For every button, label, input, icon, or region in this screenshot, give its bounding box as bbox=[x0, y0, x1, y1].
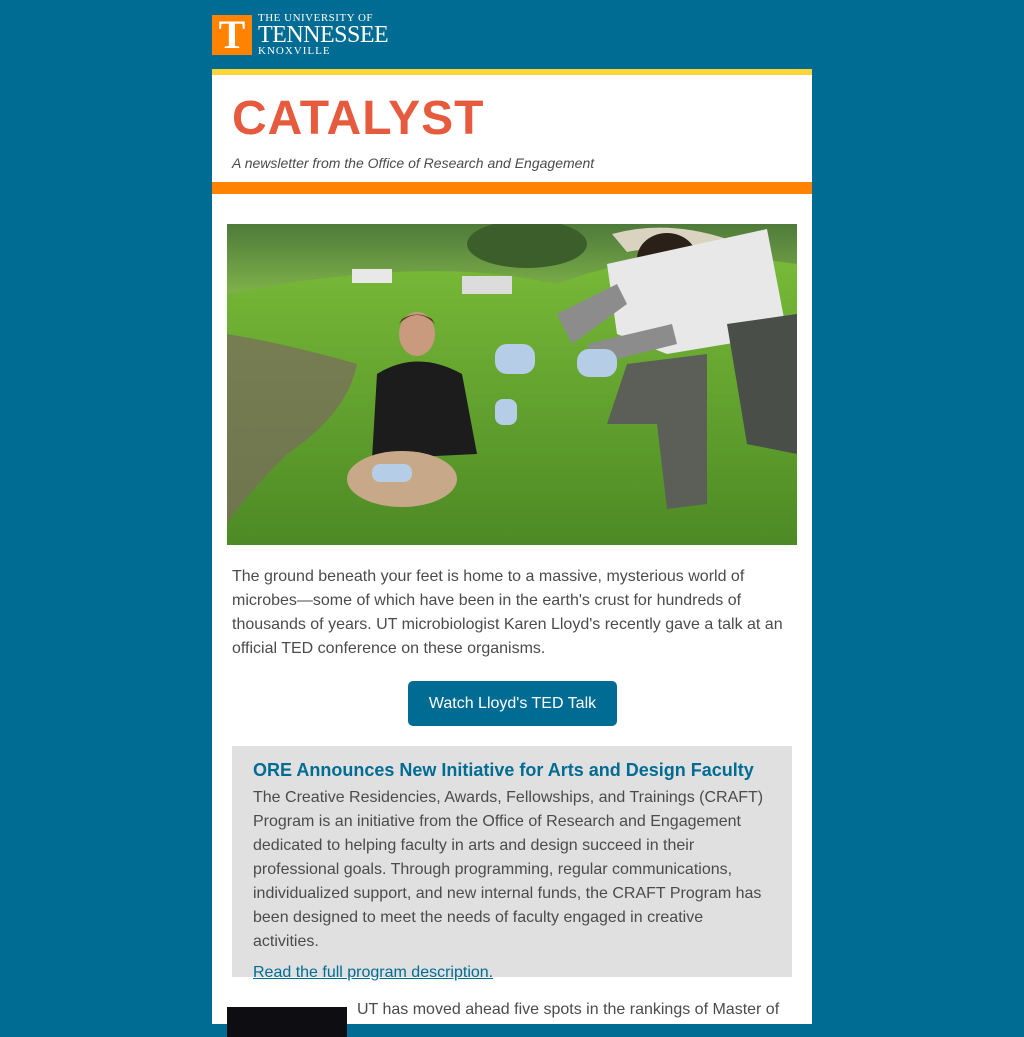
story-thumbnail[interactable] bbox=[227, 1007, 347, 1037]
logo-line-1: THE UNIVERSITY OF bbox=[258, 12, 374, 24]
masthead bbox=[212, 75, 812, 182]
feature-body: The Creative Residencies, Awards, Fellowships, and Trainings (CRAFT) Program is an initiative from the Office of Research and Engagement dedicated to helping faculty in arts and design succeed in their professional goals. Through programming, regular communications, individualized support, and new internal funds, the CRAFT Program has been designed to meet the needs of faculty engaged in creative activities. bbox=[253, 789, 764, 950]
feature-title[interactable]: ORE Announces New Initiative for Arts and Design Faculty bbox=[253, 760, 754, 780]
catalyst-title: CATALYST bbox=[232, 92, 485, 145]
power-t-icon: T bbox=[212, 15, 252, 55]
ut-wordmark bbox=[258, 13, 388, 57]
hero-photo-icon bbox=[227, 224, 797, 545]
newsletter-container bbox=[212, 69, 812, 1024]
hero-photo[interactable] bbox=[227, 224, 797, 545]
logo-line-2: TENNESSEE bbox=[258, 22, 389, 48]
orange-divider bbox=[212, 182, 812, 194]
feature-box bbox=[232, 746, 792, 981]
teaser-text: UT has moved ahead five spots in the rankings of Master of bbox=[357, 1001, 780, 1018]
watch-ted-talk-button[interactable]: Watch Lloyd's TED Talk bbox=[408, 681, 617, 726]
masthead-tagline: A newsletter from the Office of Research and Engagement bbox=[232, 155, 595, 171]
ut-logo[interactable] bbox=[212, 14, 388, 56]
logo-line-3: KNOXVILLE bbox=[258, 45, 331, 57]
read-program-link[interactable]: Read the full program description. bbox=[253, 964, 494, 981]
intro-paragraph: The ground beneath your feet is home to a massive, mysterious world of microbes—some of which have been in the earth's crust for hundreds of thousands of years. UT microbiologist Karen Lloyd's recently gave a talk at an official TED conference on these organisms. bbox=[232, 568, 783, 657]
